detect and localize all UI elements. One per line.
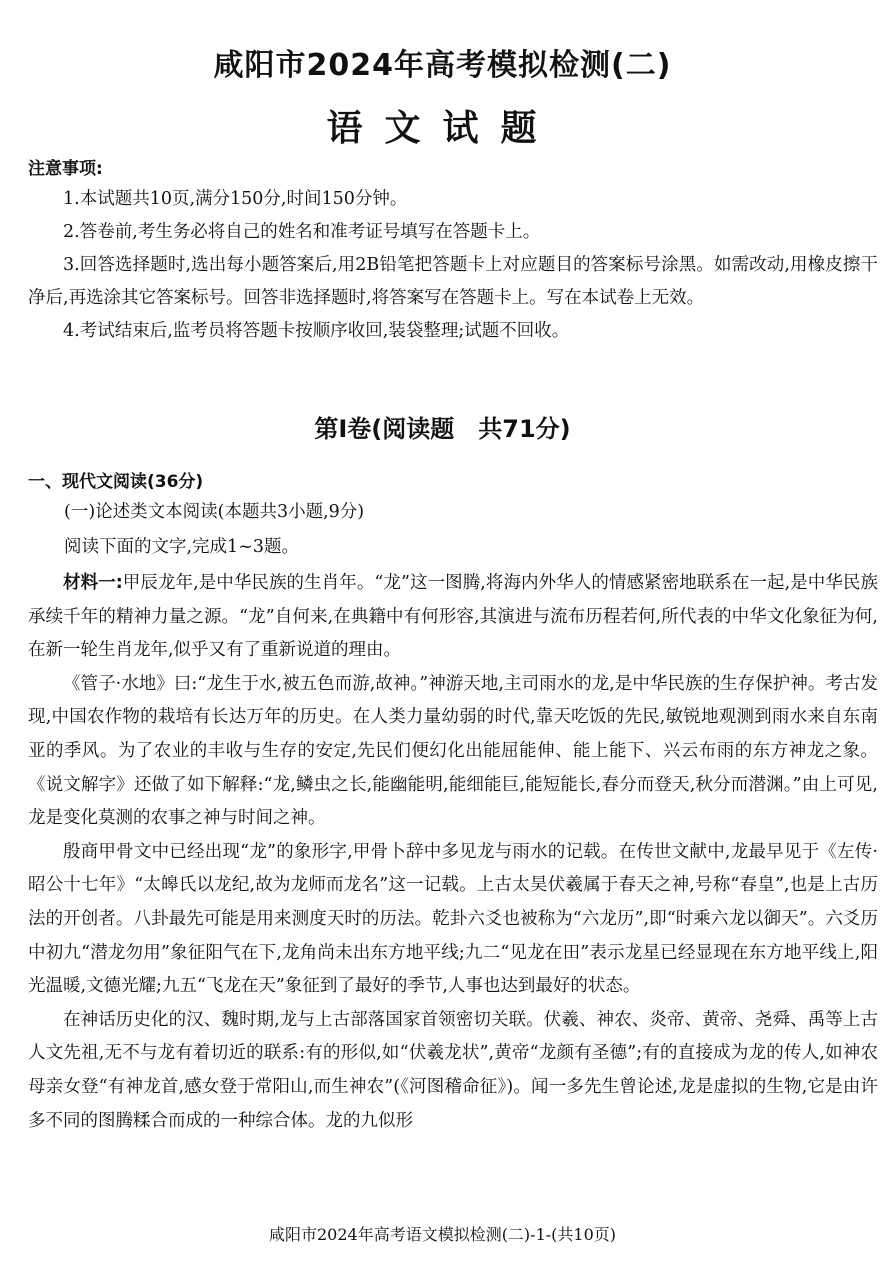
notice-list [28, 183, 878, 348]
paragraph-text: 甲辰龙年,是中华民族的生肖年。“龙”这一图腾,将海内外华人的情感紧密地联系在一起,是中华民族承续千年的精神力量之源。“龙”自何来,在典籍中有何形容,其演进与流布历程若何,所代表的中华文化象征为何,在新一轮生肖龙年,似乎又有了重新说道的理由。 [28, 573, 878, 661]
page-footer: 咸阳市2024年高考语文模拟检测(二)-1-(共10页) [268, 1225, 617, 1244]
exam-subject-title: 语文试题 [326, 108, 559, 149]
reading-instruction: 阅读下面的文字,完成1~3题。 [64, 537, 299, 557]
notice-item: 2.答卷前,考生务必将自己的姓名和准考证号填写在答题卡上。 [63, 222, 541, 242]
notice-item: 3.回答选择题时,选出每小题答案后,用2B铅笔把答题卡上对应题目的答案标号涂黑。如需改动,用橡皮擦干净后,再选涂其它答案标号。回答非选择题时,将答案写在答题卡上。写在本试卷上无效。 [28, 255, 878, 308]
notice-item: 4.考试结束后,监考员将答题卡按顺序收回,装袋整理;试题不回收。 [63, 321, 570, 341]
section-heading: 一、现代文阅读(36分) [28, 472, 204, 492]
reading-passage [28, 567, 878, 1138]
material-label: 材料一: [63, 573, 123, 593]
passage-paragraph: 在神话历史化的汉、魏时期,龙与上古部落国家首领密切关联。伏羲、神农、炎帝、黄帝、尧舜、禹等上古人文先祖,无不与龙有着切近的联系:有的形似,如“伏羲龙状”,黄帝“龙颜有圣德”;有的直接成为龙的传人,如神农母亲女登“有神龙首,感女登于常阳山,而生神农”(《河图稽命征》)。闻一多先生曾论述,龙是虚拟的生物,它是由许多不同的图腾糅合而成的一种综合体。龙的九似形 [28, 1009, 878, 1131]
subsection-heading: (一)论述类文本阅读(本题共3小题,9分) [64, 502, 365, 522]
passage-paragraph [28, 567, 878, 668]
notice-heading: 注意事项: [28, 159, 103, 179]
passage-paragraph: 《管子·水地》曰:“龙生于水,被五色而游,故神。”神游天地,主司雨水的龙,是中华民族的生存保护神。考古发现,中国农作物的栽培有长达万年的历史。在人类力量幼弱的时代,靠天吃饭的先民,敏锐地观测到雨水来自东南亚的季风。为了农业的丰收与生存的安定,先民们便幻化出能屈能伸、能上能下、兴云布雨的东方神龙之象。《说文解字》还做了如下解释:“龙,鳞虫之长,能幽能明,能细能巨,能短能长,春分而登天,秋分而潜渊。”由上可见,龙是变化莫测的农事之神与时间之神。 [28, 673, 878, 829]
part-one-heading: 第Ⅰ卷(阅读题 共71分) [314, 415, 571, 443]
exam-title: 咸阳市2024年高考模拟检测(二) [213, 48, 672, 83]
passage-paragraph: 殷商甲骨文中已经出现“龙”的象形字,甲骨卜辞中多见龙与雨水的记载。在传世文献中,龙最早见于《左传·昭公十七年》“太皞氏以龙纪,故为龙师而龙名”这一记载。上古太昊伏羲属于春天之神,号称“春皇”,也是上古历法的开创者。八卦最先可能是用来测度天时的历法。乾卦六爻也被称为“六龙历”,即“时乘六龙以御天”。六爻历中初九“潜龙勿用”象征阳气在下,龙角尚未出东方地平线;九二“见龙在田”表示龙星已经显现在东方地平线上,阳光温暖,文德光耀;九五“飞龙在天”象征到了最好的季节,人事也达到最好的状态。 [28, 841, 878, 997]
notice-item: 1.本试题共10页,满分150分,时间150分钟。 [63, 189, 408, 209]
